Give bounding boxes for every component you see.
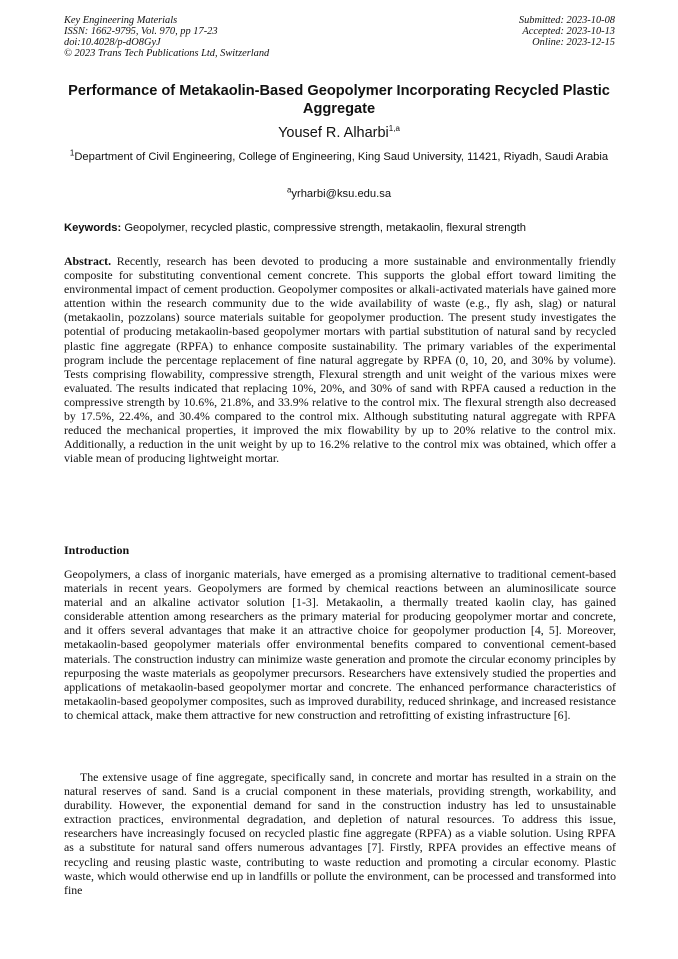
submitted-date: Submitted: 2023-10-08 [518,15,615,26]
abstract [64,254,616,465]
author-email[interactable]: yrharbi@ksu.edu.sa [291,188,392,200]
author-name: Yousef R. Alharbi [278,125,389,141]
keywords [64,221,616,235]
publication-dates [519,15,615,48]
keywords-text: Geopolymer, recycled plastic, compressive strength, metakaolin, flexural strength [124,222,526,234]
introduction-paragraph: The extensive usage of fine aggregate, specifically sand, in concrete and mortar has resulted in a strain on the natural reserves of sand. Sand is a crucial component in these materials, providing strength, workability, and durability. However, the exponential demand for sand in the construction industry has led to unsustainable extraction practices, environmental degradation, and depletion of natural resources. To address this issue, researchers have increasingly focused on recycled plastic fine aggregate (RPFA) as a viable solution. Using RPFA as a substitute for natural sand offers numerous advantages [7]. Firstly, RPFA provides an effective means of recycling and reusing plastic waste, contributing to waste reduction and promoting a circular economy. Plastic waste, which would otherwise end up in landfills or pollute the environment, can be processed and transformed into fine [64,770,616,897]
author-email-line [60,187,618,201]
author-superscript: 1,a [388,124,400,134]
introduction-heading: Introduction [64,543,130,557]
journal-info [64,15,269,59]
accepted-date: Accepted: 2023-10-13 [522,26,615,37]
affiliation-text: Department of Civil Engineering, College of Engineering, King Saud University, 11421, Riyadh, Saudi Arabia [74,151,609,163]
abstract-label: Abstract. [64,254,112,268]
paper-title: Performance of Metakaolin-Based Geopolymer Incorporating Recycled Plastic Aggregate [68,83,610,117]
journal-copyright: © 2023 Trans Tech Publications Ltd, Switzerland [64,48,270,59]
keywords-label: Keywords: [64,222,122,234]
affiliation [60,150,618,164]
journal-name: Key Engineering Materials [64,15,178,26]
affiliation-superscript: 1 [69,148,75,158]
introduction-paragraph: Geopolymers, a class of inorganic materials, have emerged as a promising alternative to traditional cement-based materials in recent years. Geopolymers are formed by chemical reactions between an aluminosilicate source material and an alkaline activator solution [1-3]. Metakaolin, a thermally treated kaolin clay, has gained considerable attention among researchers as the primary material for producing geopolymer mortar and concrete, and it offers several advantages that make it an attractive choice for geopolymer production [4, 5]. Moreover, metakaolin-based geopolymer materials offer environmental benefits compared to conventional cement-based materials. The construction industry can minimize waste generation and promote the circular economy principles by repurposing the waste materials as geopolymer precursors. Researchers have extensively studied the properties and applications of metakaolin-based geopolymer mortar and concrete. The enhanced performance characteristics of metakaolin-based geopolymer composites, such as improved durability, reduced shrinkage, and increased resistance to chemical attack, make them attractive for new construction and retrofitting of existing infrastructure [6]. [64,567,616,722]
email-superscript: a [286,185,292,195]
online-date: Online: 2023-12-15 [532,37,615,48]
abstract-text: Recently, research has been devoted to producing a more sustainable and environmentally friendly composite for substituting conventional cement concrete. This supports the global effort toward limiting the environmental impact of cement production. Geopolymer composites or alkali-activated materials have gained more attention within the research community due to the wide availability of waste (e.g., fly ash, slag) or natural (metakaolin, pozzolans) source materials suitable for geopolymer production. The present study investigates the potential of producing metakaolin-based geopolymer mortars with partial substitution of natural sand by recycled plastic fine aggregate (RPFA) to enhance composite sustainability. The primary variables of the experimental program include the percentage replacement of fine natural aggregate by RPFA (0, 10, 20, and 30% by volume). Tests comprising flowability, compressive strength, Flexural strength and unit weight of the various mixes were evaluated. The results indicated that replacing 10%, 20%, and 30% of sand with RPFA caused a reduction in the compressive strength by 10.6%, 21.8%, and 33.9% relative to the control mix. The flexural strength also decreased by 17.5%, 22.4%, and 30.4% compared to the control mix. Although substituting natural aggregate with RPFA reduced the mechanical properties, it improved the mix flowability by up to 20% relative to the control mix. Additionally, a reduction in the unit weight by up to 16.2% relative to the control mix was obtained, which offer a viable mean of producing lightweight mortar. [64,254,616,466]
author-line [60,124,618,142]
journal-doi: doi:10.4028/p-dO8GyJ [64,37,161,48]
journal-issn: ISSN: 1662-9795, Vol. 970, pp 17-23 [64,26,218,37]
